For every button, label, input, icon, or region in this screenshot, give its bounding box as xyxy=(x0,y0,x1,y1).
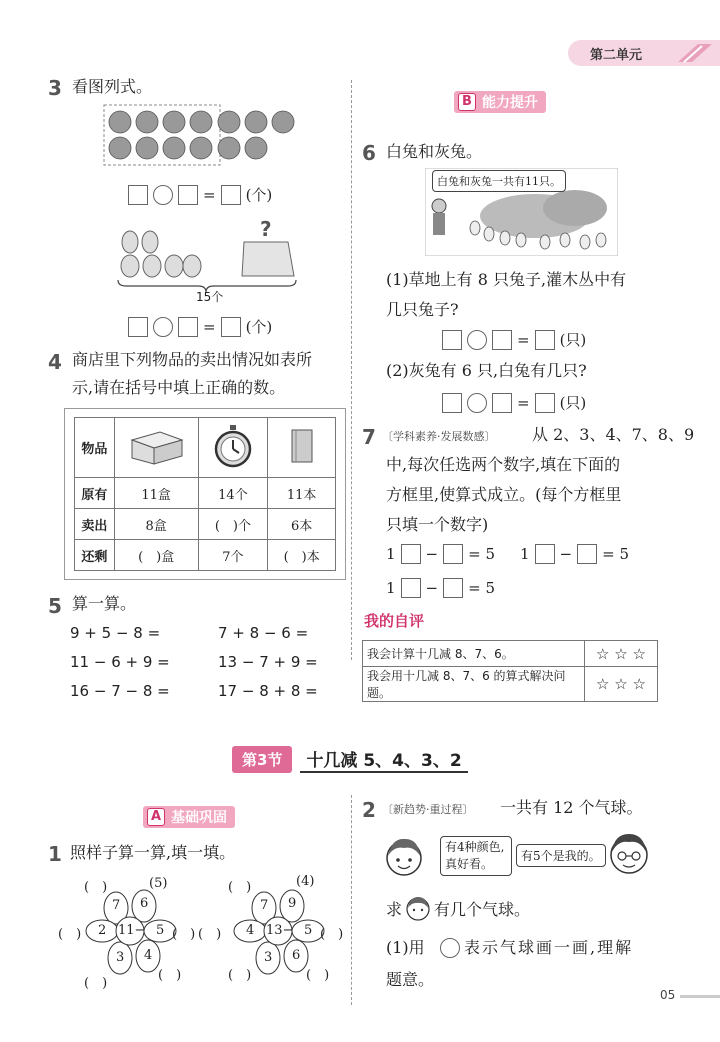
question-1-title: 照样子算一算,填一填。 xyxy=(70,843,236,862)
section-label: 能力提升 xyxy=(482,95,538,111)
table-cell: 6本 xyxy=(268,509,336,540)
book-icon xyxy=(287,426,317,466)
row-label: 原有 xyxy=(75,478,115,509)
calc-item: 13 − 7 + 9 = xyxy=(218,653,318,671)
row-label: 还剩 xyxy=(75,540,115,571)
column-divider xyxy=(351,80,352,660)
table-cell: 11盒 xyxy=(114,478,198,509)
star-rating[interactable]: ☆ ☆ ☆ xyxy=(585,667,658,702)
answer-box[interactable] xyxy=(128,317,148,337)
q2-text: 一共有 12 个气球。 xyxy=(500,798,643,817)
answer-box[interactable] xyxy=(492,393,512,413)
question-5-number: 5 xyxy=(48,594,62,618)
box-item-cell xyxy=(114,418,198,478)
answer-box[interactable] xyxy=(443,544,463,564)
table-row xyxy=(363,641,658,667)
section-letter: A xyxy=(147,808,165,826)
section-3-tag: 第3节 xyxy=(232,746,292,773)
row-label: 卖出 xyxy=(75,509,115,540)
table-cell: 8盒 xyxy=(114,509,198,540)
calc-item: 11 − 6 + 9 = xyxy=(70,653,170,671)
q7-line-1: 从 2、3、4、7、8、9 xyxy=(532,425,695,444)
boy-face-icon xyxy=(606,830,652,876)
q7-equation-3: 1 − = 5 xyxy=(386,579,496,597)
answer-blank[interactable]: ( ) xyxy=(198,927,222,942)
q2-part1-c: 题意。 xyxy=(386,970,435,989)
answer-blank[interactable]: ( ) xyxy=(158,968,182,983)
q6-part1-line2: 几只兔子? xyxy=(386,300,459,319)
operator-circle[interactable] xyxy=(153,317,173,337)
calc-item: 17 − 8 + 8 = xyxy=(218,682,318,700)
table-cell-blank[interactable]: ( )本 xyxy=(268,540,336,571)
answer-blank[interactable]: ( ) xyxy=(172,927,196,942)
q7-equation-1: 1 − = 5 xyxy=(386,545,496,563)
q7-tag: 〔学科素养·发展数感〕 xyxy=(382,430,496,443)
question-4-text-1: 商店里下列物品的卖出情况如表所 xyxy=(72,350,313,369)
page-number: 05 xyxy=(660,988,676,1002)
unit-label: (只) xyxy=(559,394,587,412)
table-cell: 11本 xyxy=(268,478,336,509)
apples-image xyxy=(100,102,312,168)
star-rating[interactable]: ☆ ☆ ☆ xyxy=(585,641,658,667)
speech-bubble: 白兔和灰兔一共有11只。 xyxy=(432,170,566,192)
operator-circle[interactable] xyxy=(467,330,487,350)
section-3-banner xyxy=(232,745,468,773)
table-cell-blank[interactable]: ( )个 xyxy=(198,509,268,540)
answer-box[interactable] xyxy=(535,544,555,564)
operator-circle[interactable] xyxy=(467,393,487,413)
question-4-text-2: 示,请在括号中填上正确的数。 xyxy=(72,378,286,397)
question-6-title: 白兔和灰兔。 xyxy=(386,142,483,161)
q2-part1-b: 表示气球画一画,理解 xyxy=(464,938,634,957)
eval-text: 我会用十几减 8、7、6 的算式解决问题。 xyxy=(363,667,585,702)
q7-line-2: 中,每次任选两个数字,填在下面的 xyxy=(386,455,621,474)
answer-blank[interactable]: ( ) xyxy=(58,927,82,942)
section-a-tag xyxy=(143,806,235,828)
section-letter: B xyxy=(458,93,476,111)
girl-face-small-icon xyxy=(404,894,432,922)
balloon-circle-icon xyxy=(440,938,460,958)
box-icon xyxy=(126,426,186,466)
answer-box[interactable] xyxy=(577,544,597,564)
q6-equation-1: = (只) xyxy=(442,329,586,350)
pencil-icon xyxy=(676,42,714,64)
table-row xyxy=(75,509,336,540)
row-label: 物品 xyxy=(75,418,115,478)
table-cell-blank[interactable]: ( )盒 xyxy=(114,540,198,571)
unit-header xyxy=(568,40,720,66)
answer-blank: (4) xyxy=(296,874,315,889)
total-label: 15个 xyxy=(196,290,224,304)
answer-blank: (5) xyxy=(149,876,168,891)
speech-bubble-boy: 有5个是我的。 xyxy=(516,844,606,867)
answer-box[interactable] xyxy=(128,185,148,205)
table-row xyxy=(363,667,658,702)
stopwatch-icon xyxy=(211,423,255,469)
operator-circle[interactable] xyxy=(153,185,173,205)
q6-equation-2: = (只) xyxy=(442,392,586,413)
question-6-number: 6 xyxy=(362,141,376,165)
footer-line xyxy=(680,995,720,998)
answer-box[interactable] xyxy=(221,185,241,205)
answer-box[interactable] xyxy=(492,330,512,350)
table-cell: 7个 xyxy=(198,540,268,571)
section-label: 基础巩固 xyxy=(171,810,227,826)
q6-part1-line1: (1)草地上有 8 只兔子,灌木丛中有 xyxy=(386,270,627,289)
question-1-number: 1 xyxy=(48,842,62,866)
q2-tag: 〔新趋势·重过程〕 xyxy=(382,803,474,816)
flower-2: 13− 7 9 5 6 3 4 ( ) (4) ( ) ( ) ( ) ( ) xyxy=(196,872,348,990)
answer-blank[interactable]: ( ) xyxy=(320,927,344,942)
unit-label: 第二单元 xyxy=(590,48,643,63)
question-3-title: 看图列式。 xyxy=(72,77,153,96)
answer-box[interactable] xyxy=(178,317,198,337)
answer-box[interactable] xyxy=(442,330,462,350)
q7-equation-2: 1 − = 5 xyxy=(520,545,630,563)
girl-face-icon xyxy=(382,834,426,878)
speech-bubble-girl: 有4种颜色, 真好看。 xyxy=(440,836,512,876)
answer-blank[interactable]: ( ) xyxy=(306,968,330,983)
svg-text:?: ? xyxy=(260,217,272,241)
self-eval-table xyxy=(362,640,658,702)
answer-box[interactable] xyxy=(401,544,421,564)
calc-item: 7 + 8 − 6 = xyxy=(218,624,309,642)
stopwatch-item-cell xyxy=(198,418,268,478)
q6-part2: (2)灰兔有 6 只,白兔有几只? xyxy=(386,361,587,380)
table-row xyxy=(75,418,336,478)
question-5-title: 算一算。 xyxy=(72,594,137,613)
q2-ask-prefix: 求 xyxy=(386,900,403,919)
answer-blank[interactable]: ( ) xyxy=(228,968,252,983)
q7-line-4: 只填一个数字) xyxy=(386,515,489,534)
unit-label: (个) xyxy=(245,318,273,336)
q2-part1-a: (1)用 xyxy=(386,938,425,957)
answer-box[interactable] xyxy=(401,578,421,598)
section-b-tag xyxy=(454,91,546,113)
q3-equation-2: = (个) xyxy=(128,316,272,337)
answer-box[interactable] xyxy=(535,393,555,413)
eval-text: 我会计算十几减 8、7、6。 xyxy=(363,641,585,667)
question-7-number: 7 xyxy=(362,425,376,449)
flower-1: 11− 7 6 5 4 3 2 ( ) (5) ( ) ( ) ( ) ( ) xyxy=(54,872,194,990)
self-eval-title: 我的自评 xyxy=(364,612,425,630)
section-3-title: 十几减 5、4、3、2 xyxy=(300,746,467,773)
q2-ask-suffix: 有几个气球。 xyxy=(434,900,531,919)
answer-blank[interactable]: ( ) xyxy=(228,880,252,895)
q7-line-3: 方框里,使算式成立。(每个方框里 xyxy=(386,485,622,504)
answer-box[interactable] xyxy=(442,393,462,413)
column-divider-bottom xyxy=(351,795,352,1005)
table-row xyxy=(75,478,336,509)
question-4-number: 4 xyxy=(48,350,62,374)
question-3-number: 3 xyxy=(48,76,62,100)
answer-box[interactable] xyxy=(443,578,463,598)
goods-table-frame xyxy=(64,408,346,580)
answer-box[interactable] xyxy=(178,185,198,205)
answer-box[interactable] xyxy=(535,330,555,350)
unit-label: (个) xyxy=(245,186,273,204)
unit-label: (只) xyxy=(559,331,587,349)
table-row xyxy=(75,540,336,571)
table-cell: 14个 xyxy=(198,478,268,509)
q3-equation-1: = (个) xyxy=(128,184,272,205)
answer-blank[interactable]: ( ) xyxy=(84,976,108,991)
calc-item: 9 + 5 − 8 = xyxy=(70,624,161,642)
goods-table xyxy=(74,417,336,571)
answer-box[interactable] xyxy=(221,317,241,337)
book-item-cell xyxy=(268,418,336,478)
question-2-number: 2 xyxy=(362,798,376,822)
calc-item: 16 − 7 − 8 = xyxy=(70,682,170,700)
answer-blank[interactable]: ( ) xyxy=(84,880,108,895)
